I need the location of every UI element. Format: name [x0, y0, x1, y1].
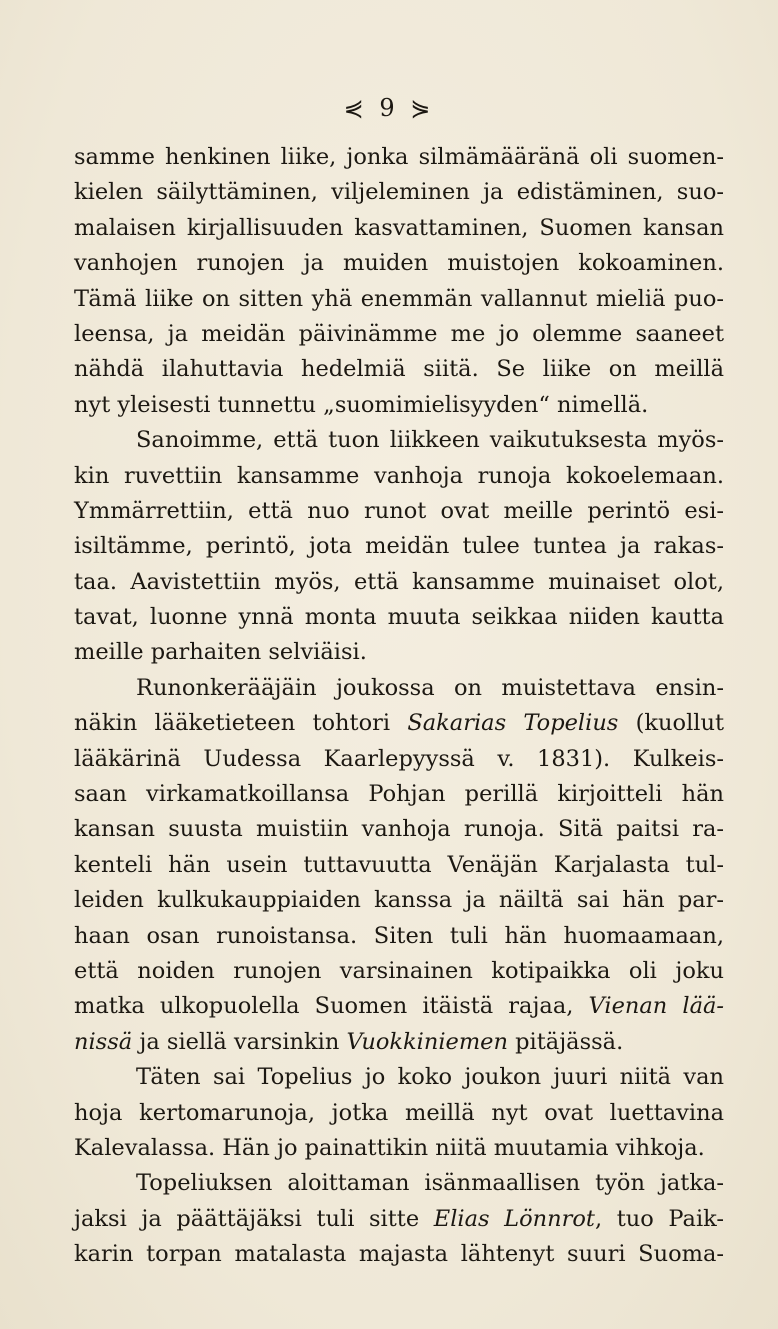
text-span: matka ulkopuolella Suomen itäistä rajaa,: [74, 993, 589, 1020]
text-line: [74, 565, 724, 600]
text-line: [74, 246, 724, 281]
text-line: [74, 954, 724, 989]
text-span: samme henkinen liike, jonka silmämääränä oli suomen-: [74, 144, 724, 170]
text-span: kielen säilyttäminen, viljeleminen ja edistäminen, suo-: [74, 179, 724, 206]
text-span: hoja kertomarunoja, jotka meillä nyt ovat luettavina: [74, 1099, 724, 1126]
text-span: näkin lääketieteen tohtori: [74, 710, 408, 737]
text-line: [74, 1166, 724, 1201]
text-span: , tuo Paik-: [594, 1205, 724, 1232]
body-text: [74, 140, 724, 1273]
text-line: [74, 352, 724, 387]
text-line: [74, 600, 724, 635]
text-span: haan osan runoistansa. Siten tuli hän huomaamaan,: [74, 922, 724, 949]
text-line: [74, 494, 724, 529]
text-line: [74, 1025, 724, 1060]
text-line: [74, 848, 724, 883]
text-span: meille parhaiten selviäisi.: [74, 639, 367, 666]
page-number: 9: [379, 94, 399, 122]
text-span: tavat, luonne ynnä monta muuta seikkaa niiden kautta: [74, 604, 724, 631]
italic-text: nissä: [74, 1028, 133, 1055]
text-span: Topeliuksen aloittaman isänmaallisen työn jatka-: [136, 1170, 724, 1197]
text-line: [74, 423, 724, 458]
text-line: [74, 706, 724, 741]
text-line: [74, 635, 724, 670]
text-line: [74, 317, 724, 352]
text-span: Runonkerääjäin joukossa on muistettava ensin-: [136, 674, 724, 701]
text-span: leiden kulkukauppiaiden kanssa ja näiltä sai hän par-: [74, 887, 724, 914]
text-line: [74, 282, 724, 317]
text-span: lääkärinä Uudessa Kaarlepyyssä v. 1831). Kulkeis-: [74, 745, 724, 772]
text-span: Täten sai Topelius jo koko joukon juuri niitä van: [136, 1064, 724, 1091]
text-line: [74, 175, 724, 210]
text-span: Sanoimme, että tuon liikkeen vaikutuksesta myös-: [136, 427, 724, 454]
text-line: [74, 989, 724, 1024]
text-span: isiltämme, perintö, jota meidän tulee tuntea ja rakas-: [74, 533, 724, 560]
text-line: [74, 671, 724, 706]
text-span: pitäjässä.: [507, 1028, 624, 1055]
text-span: jaksi ja päättäjäksi tuli sitte: [74, 1205, 434, 1232]
text-line: [74, 388, 724, 423]
text-span: karin torpan matalasta majasta lähtenyt suuri Suoma-: [74, 1241, 724, 1268]
text-line: [74, 1096, 724, 1131]
text-span: ja siellä varsinkin: [132, 1028, 347, 1055]
text-line: [74, 812, 724, 847]
text-span: kenteli hän usein tuttavuutta Venäjän Karjalasta tul-: [74, 851, 724, 878]
page-number-header: [0, 93, 778, 123]
text-span: Ymmärrettiin, että nuo runot ovat meille perintö esi-: [74, 497, 724, 524]
text-span: että noiden runojen varsinainen kotipaikka oli joku: [74, 957, 724, 984]
text-line: [74, 1237, 724, 1272]
text-span: (kuollut: [618, 710, 724, 737]
text-line: [74, 777, 724, 812]
text-span: Kalevalassa. Hän jo painattikin niitä muutamia vihkoja.: [74, 1134, 705, 1161]
text-line: [74, 883, 724, 918]
text-span: leensa, ja meidän päivinämme me jo olemme saaneet: [74, 320, 724, 347]
text-span: kin ruvettiin kansamme vanhoja runoja kokoelemaan.: [74, 462, 724, 489]
text-span: malaisen kirjallisuuden kasvattaminen, Suomen kansan: [74, 214, 724, 241]
text-line: [74, 1060, 724, 1095]
italic-text: Sakarias Topelius: [407, 710, 619, 737]
text-line: [74, 529, 724, 564]
text-span: nyt yleisesti tunnettu „suomimielisyyden“ nimellä.: [74, 391, 649, 418]
text-line: [74, 1131, 724, 1166]
italic-text: Vuokkiniemen: [346, 1028, 508, 1055]
text-line: [74, 919, 724, 954]
text-line: [74, 1202, 724, 1237]
italic-text: Elias Lönnrot: [433, 1205, 595, 1232]
text-span: nähdä ilahuttavia hedelmiä siitä. Se liike on meillä: [74, 356, 724, 383]
text-line: [74, 211, 724, 246]
text-span: kansan suusta muistiin vanhoja runoja. Sitä paitsi ra-: [74, 816, 724, 843]
text-line: [74, 742, 724, 777]
text-span: taa. Aavistettiin myös, että kansamme muinaiset olot,: [74, 568, 724, 595]
text-line: [74, 459, 724, 494]
italic-text: Vienan lää-: [588, 993, 724, 1020]
left-ornament: ⋞: [343, 94, 368, 122]
text-line: [74, 140, 724, 175]
text-span: Tämä liike on sitten yhä enemmän vallannut mieliä puo-: [74, 285, 724, 312]
text-span: saan virkamatkoillansa Pohjan perillä kirjoitteli hän: [74, 781, 724, 808]
right-ornament: ⋟: [410, 94, 435, 122]
text-span: vanhojen runojen ja muiden muistojen kokoaminen.: [74, 250, 724, 277]
